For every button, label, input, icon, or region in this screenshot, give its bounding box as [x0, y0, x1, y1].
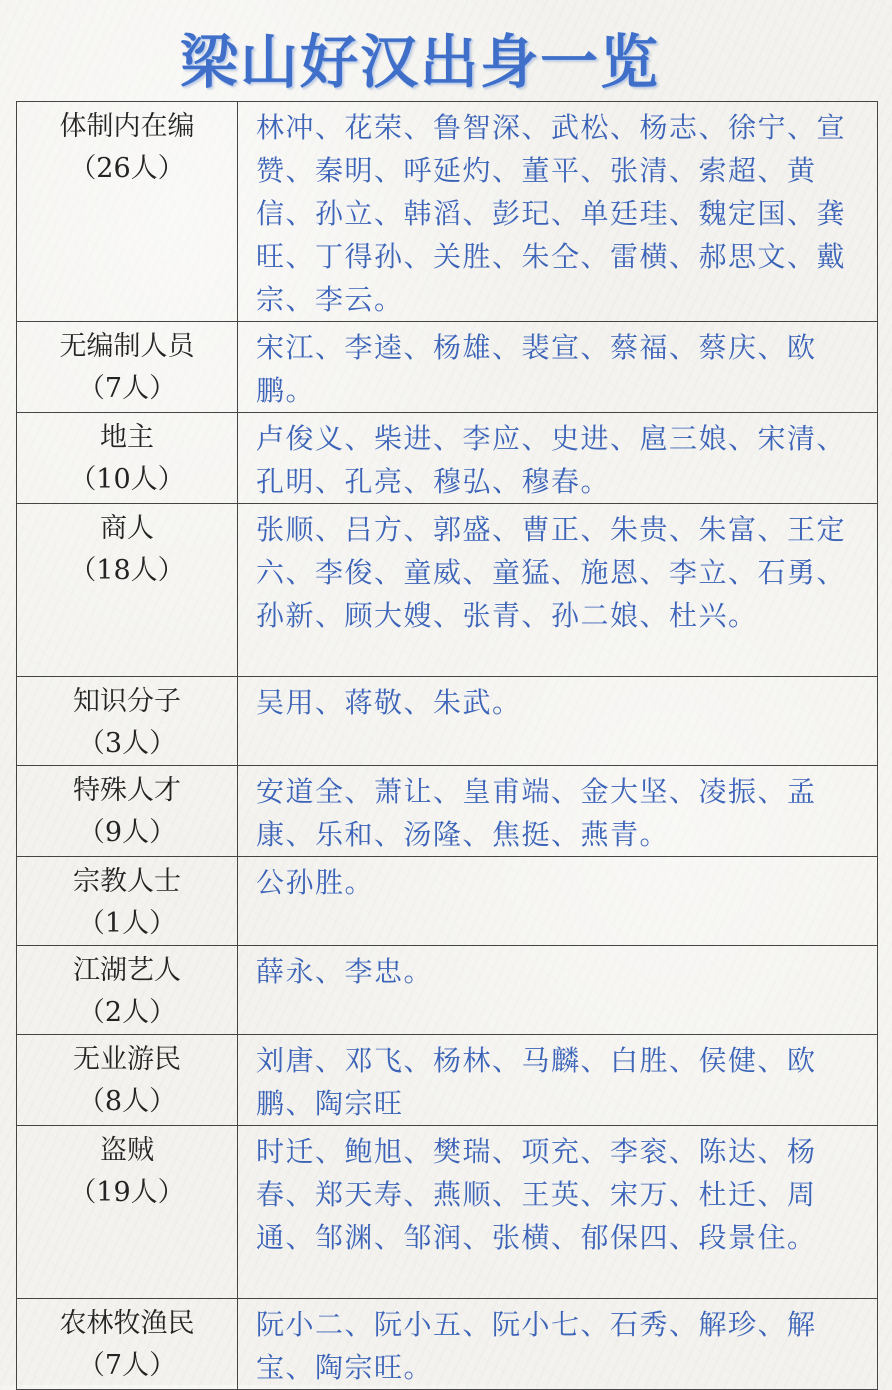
category-label: 宗教人士: [73, 866, 181, 897]
category-cell: [17, 322, 238, 413]
origin-table: [16, 101, 878, 1390]
category-count: （10人）: [69, 464, 185, 495]
category-cell: [17, 857, 238, 946]
table-row: [17, 946, 878, 1035]
category-count: （3人）: [77, 728, 177, 759]
names-cell: 宋江、李逵、杨雄、裴宣、蔡福、蔡庆、欧鹏。: [238, 322, 878, 413]
category-label: 商人: [100, 513, 154, 544]
table-row: [17, 766, 878, 857]
table-row: [17, 413, 878, 504]
names-cell: 时迁、鲍旭、樊瑞、项充、李衮、陈达、杨春、郑天寿、燕顺、王英、宋万、杜迁、周通、邹渊、邹润、张横、郁保四、段景住。: [238, 1126, 878, 1299]
names-cell: 公孙胜。: [238, 857, 878, 946]
category-count: （1人）: [77, 908, 177, 939]
page-title: 梁山好汉出身一览: [179, 28, 660, 96]
category-label: 无编制人员: [59, 331, 195, 362]
names-cell: 薛永、李忠。: [238, 946, 878, 1035]
names-cell: 张顺、吕方、郭盛、曹正、朱贵、朱富、王定六、李俊、童威、童猛、施恩、李立、石勇、孙新、顾大嫂、张青、孙二娘、杜兴。: [238, 504, 878, 677]
category-label: 特殊人才: [73, 775, 181, 806]
category-cell: [17, 677, 238, 766]
table-row: [17, 1035, 878, 1126]
category-count: （8人）: [77, 1086, 177, 1117]
category-cell: [17, 766, 238, 857]
names-cell: 阮小二、阮小五、阮小七、石秀、解珍、解宝、陶宗旺。: [238, 1299, 878, 1390]
category-label: 无业游民: [73, 1044, 181, 1075]
category-cell: [17, 1126, 238, 1299]
table-row: [17, 1299, 878, 1390]
category-cell: [17, 1299, 238, 1390]
category-label: 农林牧渔民: [59, 1308, 195, 1339]
table-row: [17, 677, 878, 766]
names-cell: 安道全、萧让、皇甫端、金大坚、凌振、孟康、乐和、汤隆、焦挺、燕青。: [238, 766, 878, 857]
category-cell: [17, 413, 238, 504]
category-count: （19人）: [69, 1177, 185, 1208]
names-cell: 刘唐、邓飞、杨林、马麟、白胜、侯健、欧鹏、陶宗旺: [238, 1035, 878, 1126]
category-label: 江湖艺人: [73, 955, 181, 986]
category-count: （7人）: [77, 1350, 177, 1381]
category-cell: [17, 946, 238, 1035]
category-label: 盗贼: [100, 1135, 154, 1166]
category-cell: [17, 1035, 238, 1126]
category-label: 地主: [100, 422, 154, 453]
table-row: [17, 1126, 878, 1299]
names-cell: 卢俊义、柴进、李应、史进、扈三娘、宋清、孔明、孔亮、穆弘、穆春。: [238, 413, 878, 504]
category-count: （9人）: [77, 817, 177, 848]
category-count: （26人）: [69, 153, 185, 184]
category-label: 体制内在编: [59, 111, 195, 142]
table-row: [17, 504, 878, 677]
category-count: （2人）: [77, 997, 177, 1028]
names-cell: 林冲、花荣、鲁智深、武松、杨志、徐宁、宣赞、秦明、呼延灼、董平、张清、索超、黄信、孙立、韩滔、彭玘、单廷珪、魏定国、龚旺、丁得孙、关胜、朱仝、雷横、郝思文、戴宗、李云。: [238, 102, 878, 322]
table-row: [17, 857, 878, 946]
table-row: [17, 102, 878, 322]
category-cell: [17, 504, 238, 677]
category-count: （18人）: [69, 555, 185, 586]
category-label: 知识分子: [73, 686, 181, 717]
category-count: （7人）: [77, 373, 177, 404]
category-cell: [17, 102, 238, 322]
table-row: [17, 322, 878, 413]
names-cell: 吴用、蒋敬、朱武。: [238, 677, 878, 766]
